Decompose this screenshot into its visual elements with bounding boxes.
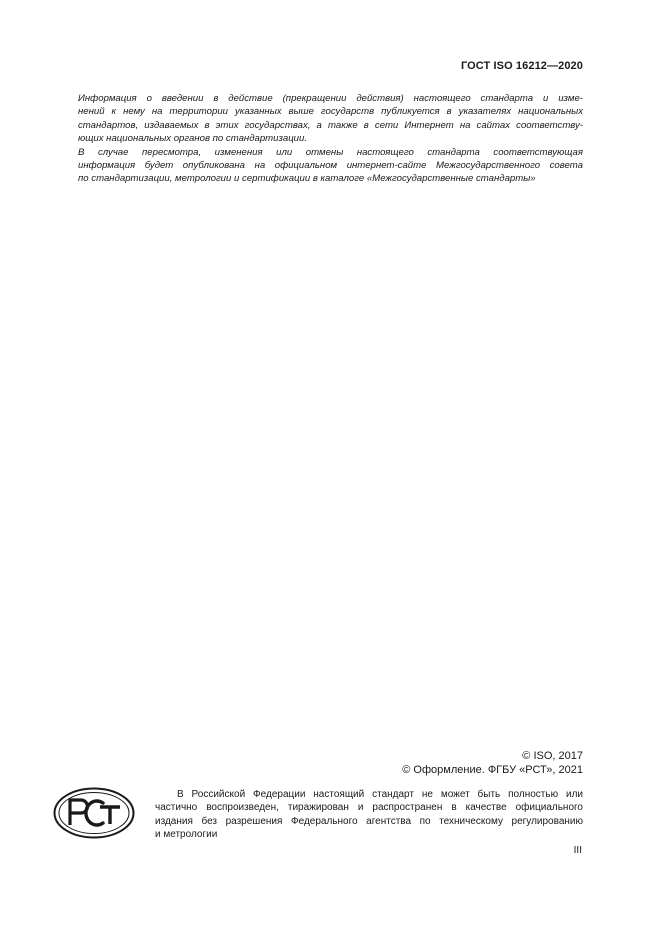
intro-paragraph-1 [78,92,583,146]
text-line: Информация о введении в действие (прекращении действия) настоящего стандарта и изме- [78,93,583,104]
text-line: информация будет опубликована на официальном интернет-сайте Межгосударственного совета [78,160,583,172]
iso-copyright: © ISO, 2017 [522,750,583,762]
rst-certification-mark-icon [53,787,135,839]
text-line: по стандартизации, метрологии и сертификации в каталоге «Межгосударственные стандарты» [78,173,536,185]
text-line: нений к нему на территории указанных выше государств публикуется в указателях национальных [78,106,583,118]
page-number: III [573,845,582,856]
intro-paragraph-2 [78,146,583,186]
design-copyright: © Оформление. ФГБУ «РСТ», 2021 [402,764,583,776]
document-code: ГОСТ ISO 16212—2020 [460,60,583,72]
notice-line: издания без разрешения Федерального агентства по техническому регулированию [155,815,583,827]
text-line: стандартов, издаваемых в этих государствах, а также в сети Интернет на сайтах соответству- [78,119,583,131]
notice-line: частично воспроизведен, тиражирован и распространен в качестве официального [155,802,583,814]
reproduction-notice [155,788,583,842]
notice-line: и метрологии [155,829,218,841]
text-line: ющих национальных органов по стандартизации. [78,133,308,145]
text-line: В случае пересмотра, изменения или отмены настоящего стандарта соответствующая [78,146,583,158]
notice-line: В Российской Федерации настоящий стандарт не может быть полностью или [177,789,583,800]
copyright-block [402,749,583,777]
intro-text [78,92,583,186]
